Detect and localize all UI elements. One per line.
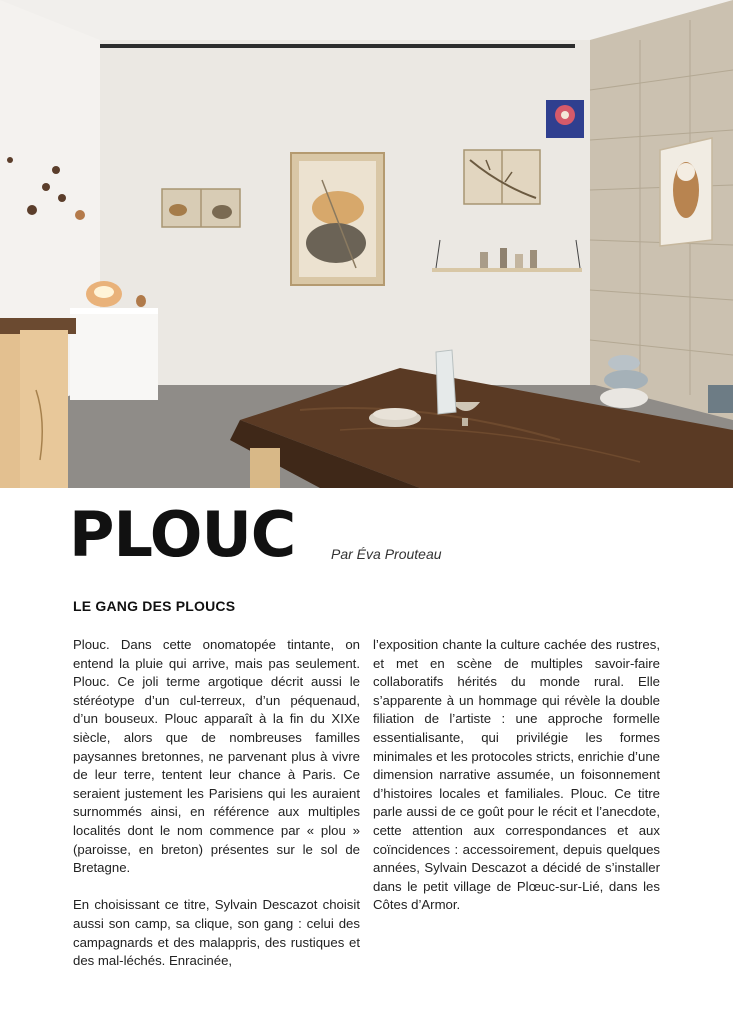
article-byline: Par Éva Prouteau: [331, 546, 442, 562]
gallery-photo: [0, 0, 733, 488]
ceiling-rail: [100, 44, 575, 48]
paragraph: Plouc. Dans cette onomatopée tintante, on entend la pluie qui arrive, mais pas seulement. Plouc. Ce joli terme argotique décrit aussi le stéréotype d’un cul-terreux, d’un péquenaud, d’un bouseux. Plouc apparaît à la fin du XIXe siècle, alors que de nombreuses familles paysannes bretonnes, ne parvenant plus à vivre de leur terre, tentent leur chance à Paris. Ce seraient justement les Parisiens qui les auraient surnommés ainsi, en référence aux multiples localités dont le nom commence par « plou » (paroisse, en breton) présentes sur le sol de Bretagne.: [73, 637, 360, 876]
artwork-diptych-left: [162, 189, 240, 227]
artwork-blue-square: [546, 100, 584, 138]
paragraph: l’exposition chante la culture cachée des rustres, et met en scène de multiples savoir-faire collaboratifs hérités du monde rural. Elle s’apparente à un hommage qui révèle la double filiation de l’artiste : une approche formelle essentialisante, qui privilégie les formes minimales et les protocoles stricts, enrichie d’une dimension narrative assumée, un foisonnement d’histoires locales et familiales. Plouc. Ce titre parle aussi de ce goût pour le récit et l’anecdote, cette attention aux correspondances et aux coïncidences : accessoirement, depuis quelques années, Sylvain Descazot a décidé de s’installer dans le petit village de Plœuc-sur-Lié, dans les Côtes d’Armor.: [373, 637, 660, 913]
artwork-branch: [464, 150, 540, 204]
article-title: PLOUC: [69, 498, 296, 571]
body-column-right: [373, 636, 660, 915]
gallery-photo-illustration: [0, 0, 733, 488]
body-column-left: [73, 636, 360, 971]
section-heading: LE GANG DES PLOUCS: [73, 598, 236, 614]
paragraph: En choisissant ce titre, Sylvain Descazot choisit aussi son camp, sa clique, son gang : celui des campagnards et des malappris, des rustiques et des mal-léchés. Enracinée,: [73, 897, 360, 969]
artwork-stones: [291, 153, 384, 285]
artwork-owl: [660, 138, 712, 246]
grey-box: [708, 385, 733, 413]
wooden-counter: [0, 318, 76, 488]
